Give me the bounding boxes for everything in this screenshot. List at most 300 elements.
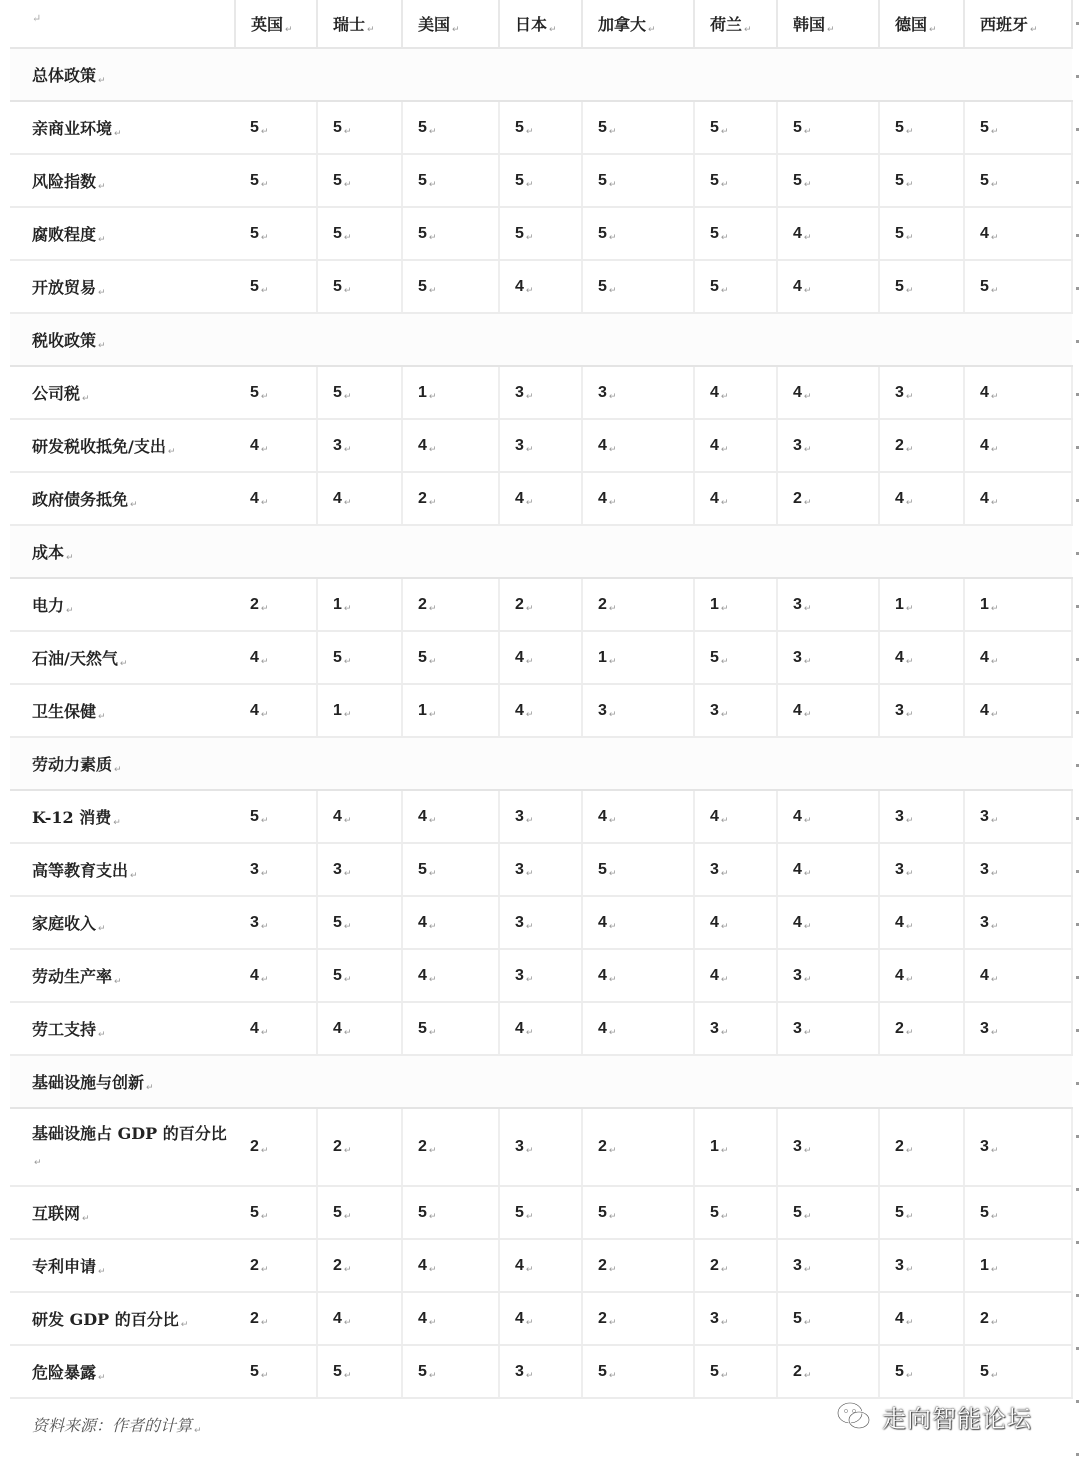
return-mark: ↵	[98, 235, 106, 245]
column-header-label: 英国	[251, 15, 284, 34]
score-cell	[964, 631, 1072, 684]
edge-tick	[1076, 605, 1079, 608]
score-cell	[582, 419, 694, 472]
score-cell	[777, 578, 879, 631]
score-value: 3	[895, 383, 904, 401]
score-cell	[235, 843, 317, 896]
row-label	[10, 1292, 235, 1345]
score-cell	[777, 1292, 879, 1345]
score-value: 5	[598, 277, 607, 295]
header-row	[10, 0, 1072, 48]
score-value: 4	[418, 966, 427, 984]
score-value: 4	[598, 913, 607, 931]
return-mark: ↵	[525, 1211, 534, 1222]
score-value: 5	[710, 171, 719, 189]
return-mark: ↵	[525, 709, 534, 720]
return-mark: ↵	[905, 656, 914, 667]
score-value: 4	[250, 648, 259, 666]
score-cell	[879, 1239, 964, 1292]
score-value: 2	[418, 595, 427, 613]
return-mark: ↵	[428, 232, 437, 243]
score-cell	[879, 366, 964, 419]
score-value: 3	[515, 913, 524, 931]
return-mark: ↵	[608, 815, 617, 826]
score-cell	[964, 207, 1072, 260]
return-mark: ↵	[905, 974, 914, 985]
score-value: 4	[980, 648, 989, 666]
return-mark: ↵	[803, 179, 812, 190]
score-value: 4	[333, 1309, 342, 1327]
score-cell	[582, 578, 694, 631]
score-value: 4	[793, 383, 802, 401]
return-mark: ↵	[803, 709, 812, 720]
row-label	[10, 1345, 235, 1398]
edge-tick	[1076, 393, 1079, 396]
score-value: 4	[980, 966, 989, 984]
return-mark: ↵	[905, 1146, 914, 1156]
return-mark: ↵	[990, 497, 999, 508]
score-cell	[964, 949, 1072, 1002]
return-mark: ↵	[525, 232, 534, 243]
score-value: 5	[418, 1019, 427, 1037]
score-cell	[402, 843, 499, 896]
table-row	[10, 896, 1072, 949]
return-mark: ↵	[803, 1317, 812, 1328]
score-value: 3	[710, 1309, 719, 1327]
score-value: 2	[793, 489, 802, 507]
score-value: 4	[710, 913, 719, 931]
return-mark: ↵	[803, 391, 812, 402]
score-value: 4	[793, 277, 802, 295]
score-cell	[402, 207, 499, 260]
score-value: 2	[250, 1256, 259, 1274]
score-value: 5	[333, 171, 342, 189]
score-value: 3	[895, 701, 904, 719]
score-value: 2	[515, 595, 524, 613]
score-value: 3	[895, 1256, 904, 1274]
score-value: 3	[895, 860, 904, 878]
table-body	[10, 48, 1072, 1398]
score-value: 5	[250, 224, 259, 242]
score-value: 4	[515, 277, 524, 295]
score-value: 5	[333, 913, 342, 931]
score-value: 3	[793, 1019, 802, 1037]
return-mark: ↵	[260, 285, 269, 296]
return-mark: ↵	[34, 1157, 42, 1168]
score-value: 5	[710, 1362, 719, 1380]
score-cell	[582, 896, 694, 949]
score-cell	[499, 419, 582, 472]
score-cell	[879, 1108, 964, 1186]
score-cell	[879, 631, 964, 684]
section-title-text: 劳动力素质	[32, 755, 113, 774]
return-mark: ↵	[428, 1027, 437, 1038]
return-mark: ↵	[525, 285, 534, 296]
edge-tick	[1076, 1188, 1079, 1191]
score-value: 2	[793, 1362, 802, 1380]
score-cell	[317, 1186, 402, 1239]
score-value: 4	[710, 966, 719, 984]
row-label	[10, 684, 235, 737]
score-value: 3	[515, 860, 524, 878]
score-cell	[777, 1239, 879, 1292]
score-value: 5	[333, 648, 342, 666]
score-cell	[964, 1239, 1072, 1292]
edge-tick	[1076, 181, 1079, 184]
return-mark: ↵	[66, 553, 74, 563]
section-row	[10, 48, 1072, 101]
score-value: 1	[333, 701, 342, 719]
row-label	[10, 1186, 235, 1239]
score-value: 3	[980, 1019, 989, 1037]
return-mark: ↵	[525, 444, 534, 455]
edge-tick	[1076, 764, 1079, 767]
score-cell	[235, 101, 317, 154]
row-label-text: 互联网	[32, 1204, 81, 1223]
score-cell	[235, 684, 317, 737]
score-cell	[402, 1108, 499, 1186]
return-mark: ↵	[428, 1370, 437, 1381]
score-cell	[694, 896, 777, 949]
score-value: 5	[598, 1203, 607, 1221]
row-label	[10, 154, 235, 207]
score-cell	[777, 790, 879, 843]
return-mark: ↵	[428, 1146, 437, 1156]
edge-tick	[1076, 1294, 1079, 1297]
score-cell	[777, 843, 879, 896]
return-mark: ↵	[905, 868, 914, 879]
corner-cell	[10, 0, 235, 48]
row-label-text: 研发 GDP 的百分比	[32, 1310, 179, 1329]
score-cell	[402, 154, 499, 207]
return-mark: ↵	[343, 1370, 352, 1381]
return-mark: ↵	[905, 709, 914, 720]
score-value: 2	[598, 1309, 607, 1327]
score-cell	[317, 1345, 402, 1398]
score-cell	[582, 472, 694, 525]
section-title-text: 税收政策	[32, 331, 97, 350]
score-value: 5	[333, 277, 342, 295]
score-value: 2	[710, 1256, 719, 1274]
score-value: 5	[333, 118, 342, 136]
return-mark: ↵	[525, 603, 534, 614]
score-cell	[694, 1108, 777, 1186]
score-value: 2	[418, 489, 427, 507]
return-mark: ↵	[428, 603, 437, 614]
score-cell	[235, 1108, 317, 1186]
return-mark: ↵	[260, 391, 269, 402]
column-header-label: 瑞士	[333, 15, 366, 34]
score-cell	[499, 366, 582, 419]
score-cell	[317, 260, 402, 313]
return-mark: ↵	[608, 391, 617, 402]
score-value: 2	[895, 1019, 904, 1037]
table-row	[10, 843, 1072, 896]
score-value: 5	[980, 118, 989, 136]
score-cell	[317, 101, 402, 154]
score-cell	[499, 896, 582, 949]
score-cell	[777, 1108, 879, 1186]
edge-tick	[1076, 976, 1079, 979]
return-mark: ↵	[990, 974, 999, 985]
score-value: 3	[515, 807, 524, 825]
row-label-text: 家庭收入	[32, 914, 97, 933]
table-row	[10, 1239, 1072, 1292]
score-cell	[694, 207, 777, 260]
score-value: 4	[418, 913, 427, 931]
return-mark: ↵	[525, 1370, 534, 1381]
score-cell	[777, 154, 879, 207]
score-value: 5	[333, 1203, 342, 1221]
edge-tick	[1076, 1029, 1079, 1032]
return-mark: ↵	[648, 25, 656, 35]
return-mark: ↵	[608, 1211, 617, 1222]
return-mark: ↵	[720, 815, 729, 826]
score-cell	[235, 366, 317, 419]
row-label	[10, 472, 235, 525]
score-cell	[499, 260, 582, 313]
score-value: 3	[980, 807, 989, 825]
edge-tick	[1076, 817, 1079, 820]
score-cell	[317, 1292, 402, 1345]
score-value: 4	[710, 807, 719, 825]
return-mark: ↵	[990, 285, 999, 296]
return-mark: ↵	[803, 285, 812, 296]
score-cell	[317, 949, 402, 1002]
score-value: 4	[980, 224, 989, 242]
score-value: 3	[515, 1138, 524, 1155]
row-label-text: 专利申请	[32, 1257, 97, 1276]
column-header-label: 韩国	[793, 15, 826, 34]
return-mark: ↵	[929, 25, 937, 35]
return-mark: ↵	[905, 1264, 914, 1275]
row-label-text: 基础设施占 GDP 的百分比	[32, 1123, 227, 1143]
return-mark: ↵	[98, 76, 106, 86]
score-value: 4	[515, 1256, 524, 1274]
return-mark: ↵	[180, 1320, 189, 1330]
table-row	[10, 366, 1072, 419]
return-mark: ↵	[525, 1264, 534, 1275]
score-cell	[582, 1108, 694, 1186]
column-header	[879, 0, 964, 48]
score-cell	[582, 1292, 694, 1345]
score-cell	[235, 896, 317, 949]
score-value: 4	[333, 1019, 342, 1037]
score-cell	[402, 790, 499, 843]
score-cell	[777, 101, 879, 154]
score-cell	[582, 843, 694, 896]
score-value: 3	[333, 860, 342, 878]
return-mark: ↵	[1030, 25, 1038, 35]
score-value: 5	[250, 807, 259, 825]
return-mark: ↵	[343, 497, 352, 508]
score-cell	[402, 366, 499, 419]
score-value: 2	[333, 1138, 342, 1155]
score-value: 5	[418, 171, 427, 189]
score-value: 1	[895, 595, 904, 613]
score-cell	[235, 1239, 317, 1292]
score-value: 5	[250, 171, 259, 189]
score-value: 3	[710, 860, 719, 878]
score-cell	[879, 419, 964, 472]
return-mark: ↵	[990, 126, 999, 137]
return-mark: ↵	[803, 1027, 812, 1038]
return-mark: ↵	[260, 444, 269, 455]
score-cell	[964, 419, 1072, 472]
score-cell	[777, 684, 879, 737]
return-mark: ↵	[720, 1317, 729, 1328]
column-header	[964, 0, 1072, 48]
score-cell	[777, 1186, 879, 1239]
score-cell	[235, 207, 317, 260]
score-value: 4	[250, 1019, 259, 1037]
score-cell	[777, 896, 879, 949]
return-mark: ↵	[428, 1317, 437, 1328]
return-mark: ↵	[525, 1027, 534, 1038]
return-mark: ↵	[608, 1264, 617, 1275]
return-mark: ↵	[608, 974, 617, 985]
score-cell	[499, 1239, 582, 1292]
score-cell	[582, 154, 694, 207]
score-cell	[317, 578, 402, 631]
score-value: 5	[418, 224, 427, 242]
return-mark: ↵	[608, 126, 617, 137]
score-cell	[317, 1002, 402, 1055]
return-mark: ↵	[428, 1211, 437, 1222]
score-value: 5	[598, 171, 607, 189]
return-mark: ↵	[428, 497, 437, 508]
score-cell	[879, 790, 964, 843]
return-mark: ↵	[343, 1317, 352, 1328]
score-value: 4	[895, 1309, 904, 1327]
return-mark: ↵	[260, 603, 269, 614]
return-mark: ↵	[260, 497, 269, 508]
score-cell	[402, 896, 499, 949]
row-label-text: 政府债务抵免	[32, 490, 129, 509]
score-value: 3	[793, 595, 802, 613]
score-value: 3	[250, 860, 259, 878]
score-cell	[964, 1108, 1072, 1186]
score-value: 2	[418, 1138, 427, 1155]
return-mark: ↵	[130, 500, 138, 510]
return-mark: ↵	[720, 391, 729, 402]
return-mark: ↵	[608, 603, 617, 614]
return-mark: ↵	[428, 285, 437, 296]
table-row	[10, 260, 1072, 313]
score-value: 5	[515, 1203, 524, 1221]
score-cell	[879, 1292, 964, 1345]
return-mark: ↵	[260, 1370, 269, 1381]
return-mark: ↵	[608, 1146, 617, 1156]
score-cell	[317, 1239, 402, 1292]
score-value: 5	[333, 383, 342, 401]
score-cell	[317, 843, 402, 896]
return-mark: ↵	[428, 444, 437, 455]
return-mark: ↵	[827, 25, 835, 35]
score-cell	[317, 366, 402, 419]
column-header	[777, 0, 879, 48]
score-value: 1	[598, 648, 607, 666]
score-value: 5	[250, 118, 259, 136]
return-mark: ↵	[990, 921, 999, 932]
column-header	[694, 0, 777, 48]
return-mark: ↵	[428, 868, 437, 879]
column-header	[499, 0, 582, 48]
table-row	[10, 1108, 1072, 1186]
score-cell	[499, 578, 582, 631]
score-value: 5	[418, 648, 427, 666]
return-mark: ↵	[803, 656, 812, 667]
score-cell	[964, 1186, 1072, 1239]
return-mark: ↵	[803, 815, 812, 826]
table-row	[10, 419, 1072, 472]
score-value: 5	[418, 860, 427, 878]
score-cell	[317, 207, 402, 260]
score-cell	[694, 631, 777, 684]
score-cell	[694, 472, 777, 525]
score-cell	[317, 790, 402, 843]
return-mark: ↵	[343, 868, 352, 879]
score-cell	[694, 366, 777, 419]
score-cell	[694, 260, 777, 313]
score-value: 4	[515, 1309, 524, 1327]
return-mark: ↵	[608, 232, 617, 243]
return-mark: ↵	[608, 444, 617, 455]
return-mark: ↵	[114, 129, 122, 139]
score-cell	[582, 631, 694, 684]
score-value: 4	[980, 436, 989, 454]
return-mark: ↵	[803, 444, 812, 455]
return-mark: ↵	[803, 868, 812, 879]
return-mark: ↵	[905, 1317, 914, 1328]
column-header-label: 荷兰	[710, 15, 743, 34]
section-row	[10, 313, 1072, 366]
score-cell	[317, 1108, 402, 1186]
return-mark: ↵	[990, 603, 999, 614]
score-cell	[235, 631, 317, 684]
return-mark: ↵	[720, 1370, 729, 1381]
return-mark: ↵	[720, 179, 729, 190]
score-value: 5	[418, 118, 427, 136]
score-value: 5	[793, 118, 802, 136]
return-mark: ↵	[343, 285, 352, 296]
score-value: 3	[515, 1362, 524, 1380]
score-value: 3	[333, 436, 342, 454]
row-label-text: 卫生保健	[32, 702, 97, 721]
score-value: 3	[515, 436, 524, 454]
return-mark: ↵	[428, 126, 437, 137]
score-value: 4	[515, 1019, 524, 1037]
score-value: 4	[980, 489, 989, 507]
score-cell	[879, 472, 964, 525]
return-mark: ↵	[905, 603, 914, 614]
table-row	[10, 154, 1072, 207]
score-value: 3	[793, 1256, 802, 1274]
column-header	[317, 0, 402, 48]
score-value: 1	[980, 1256, 989, 1274]
return-mark: ↵	[428, 815, 437, 826]
column-header	[582, 0, 694, 48]
score-cell	[694, 949, 777, 1002]
return-mark: ↵	[905, 1370, 914, 1381]
score-value: 4	[710, 436, 719, 454]
return-mark: ↵	[608, 921, 617, 932]
score-cell	[317, 419, 402, 472]
row-label	[10, 843, 235, 896]
return-mark: ↵	[343, 656, 352, 667]
edge-tick	[1076, 552, 1079, 555]
score-cell	[235, 578, 317, 631]
